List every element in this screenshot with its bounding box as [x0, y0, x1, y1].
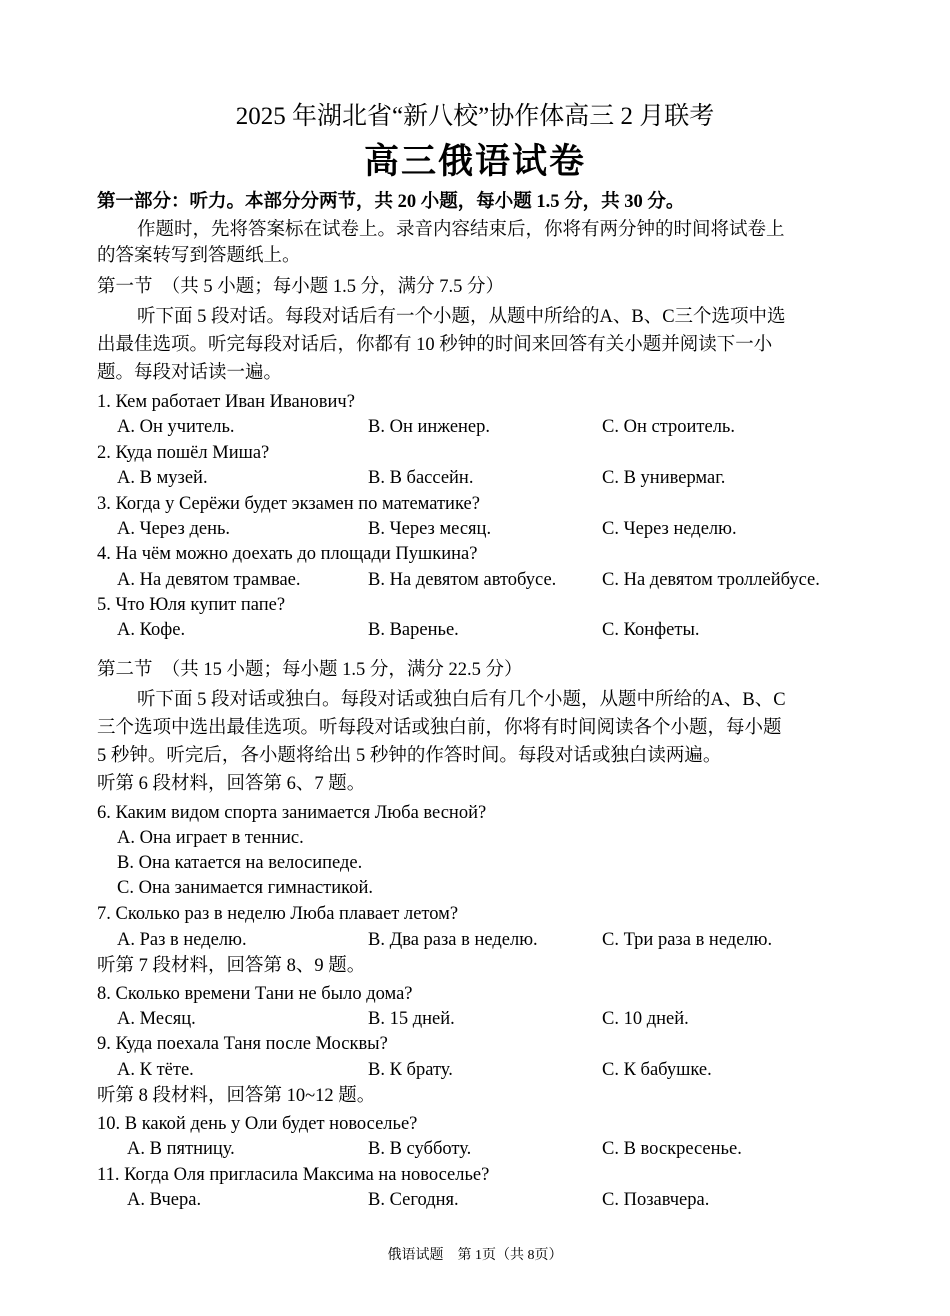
- section2-heading: 第二节 （共 15 小题；每小题 1.5 分，满分 22.5 分）: [97, 660, 523, 680]
- option-b: B. К брату.: [368, 1060, 453, 1080]
- option-a: A. Раз в неделю.: [117, 930, 247, 950]
- question-text: 11. Когда Оля пригласила Максима на новоселье?: [97, 1165, 490, 1185]
- option-c: C. К бабушке.: [602, 1060, 712, 1080]
- option-c: C. В воскресенье.: [602, 1139, 742, 1159]
- option-a: A. В музей.: [117, 468, 208, 488]
- question-text: 1. Кем работает Иван Иванович?: [97, 392, 355, 412]
- material-instruction: 听第 7 段材料，回答第 8、9 题。: [97, 956, 366, 976]
- option-a: A. К тёте.: [117, 1060, 194, 1080]
- option-c: C. Позавчера.: [602, 1190, 710, 1210]
- question-text: 6. Каким видом спорта занимается Люба весной?: [97, 803, 487, 823]
- option-b: B. На девятом автобусе.: [368, 570, 557, 590]
- section1-intro-line: 题。每段对话读一遍。: [97, 363, 283, 383]
- part1-heading: 第一部分：听力。本部分分两节，共 20 小题，每小题 1.5 分，共 30 分。: [97, 192, 685, 212]
- option-b: B. В бассейн.: [368, 468, 474, 488]
- question-text: 8. Сколько времени Тани не было дома?: [97, 984, 413, 1004]
- page-footer: 俄语试题 第 1页（共 8页）: [387, 1248, 563, 1263]
- question-text: 7. Сколько раз в неделю Люба плавает летом?: [97, 904, 459, 924]
- option-b: B. Варенье.: [368, 620, 459, 640]
- option-b: B. Он инженер.: [368, 417, 491, 437]
- section1-intro-line: 出最佳选项。听完每段对话后，你都有 10 秒钟的时间来回答有关小题并阅读下一小: [97, 335, 773, 355]
- part1-intro-line: 作题时，先将答案标在试卷上。录音内容结束后，你将有两分钟的时间将试卷上: [137, 220, 785, 240]
- option-a: A. Кофе.: [117, 620, 186, 640]
- section1-heading: 第一节 （共 5 小题；每小题 1.5 分，满分 7.5 分）: [97, 277, 505, 297]
- question-text: 4. На чём можно доехать до площади Пушкина?: [97, 544, 478, 564]
- material-instruction: 听第 8 段材料，回答第 10~12 题。: [97, 1086, 376, 1106]
- option-c: C. На девятом троллейбусе.: [602, 570, 820, 590]
- option-b: B. 15 дней.: [368, 1009, 455, 1029]
- option-c: C. Через неделю.: [602, 519, 737, 539]
- exam-title: 2025 年湖北省“新八校”协作体高三 2 月联考: [235, 103, 715, 130]
- option-a: A. Вчера.: [127, 1190, 202, 1210]
- option-a: A. На девятом трамвае.: [117, 570, 301, 590]
- part1-intro-line: 的答案转写到答题纸上。: [97, 246, 301, 266]
- question-text: 5. Что Юля купит папе?: [97, 595, 286, 615]
- option-b: B. Она катается на велосипеде.: [117, 853, 363, 873]
- option-b: B. Сегодня.: [368, 1190, 459, 1210]
- question-text: 2. Куда пошёл Миша?: [97, 443, 270, 463]
- section2-intro-line: 三个选项中选出最佳选项。听每段对话或独白前，你将有时间阅读各个小题，每小题: [97, 718, 782, 738]
- option-c: C. Она занимается гимнастикой.: [117, 878, 373, 898]
- option-b: B. В субботу.: [368, 1139, 472, 1159]
- option-a: A. Она играет в теннис.: [117, 828, 304, 848]
- option-b: B. Два раза в неделю.: [368, 930, 538, 950]
- option-a: A. Через день.: [117, 519, 231, 539]
- option-a: A. В пятницу.: [127, 1139, 235, 1159]
- option-c: C. 10 дней.: [602, 1009, 689, 1029]
- section2-intro-line: 5 秒钟。听完后，各小题将给出 5 秒钟的作答时间。每段对话或独白读两遍。: [97, 746, 722, 766]
- material-instruction: 听第 6 段材料，回答第 6、7 题。: [97, 774, 366, 794]
- question-text: 9. Куда поехала Таня после Москвы?: [97, 1034, 388, 1054]
- option-c: C. В универмаг.: [602, 468, 726, 488]
- option-c: C. Три раза в неделю.: [602, 930, 773, 950]
- section2-intro-line: 听下面 5 段对话或独白。每段对话或独白后有几个小题，从题中所给的A、B、C: [137, 690, 786, 710]
- question-text: 3. Когда у Серёжи будет экзамен по математике?: [97, 494, 480, 514]
- option-c: C. Он строитель.: [602, 417, 735, 437]
- section1-intro-line: 听下面 5 段对话。每段对话后有一个小题，从题中所给的A、B、C三个选项中选: [137, 307, 786, 327]
- exam-subtitle: 高三俄语试卷: [363, 142, 586, 181]
- question-text: 10. В какой день у Оли будет новоселье?: [97, 1114, 418, 1134]
- option-a: A. Он учитель.: [117, 417, 235, 437]
- option-c: C. Конфеты.: [602, 620, 700, 640]
- option-a: A. Месяц.: [117, 1009, 196, 1029]
- option-b: B. Через месяц.: [368, 519, 492, 539]
